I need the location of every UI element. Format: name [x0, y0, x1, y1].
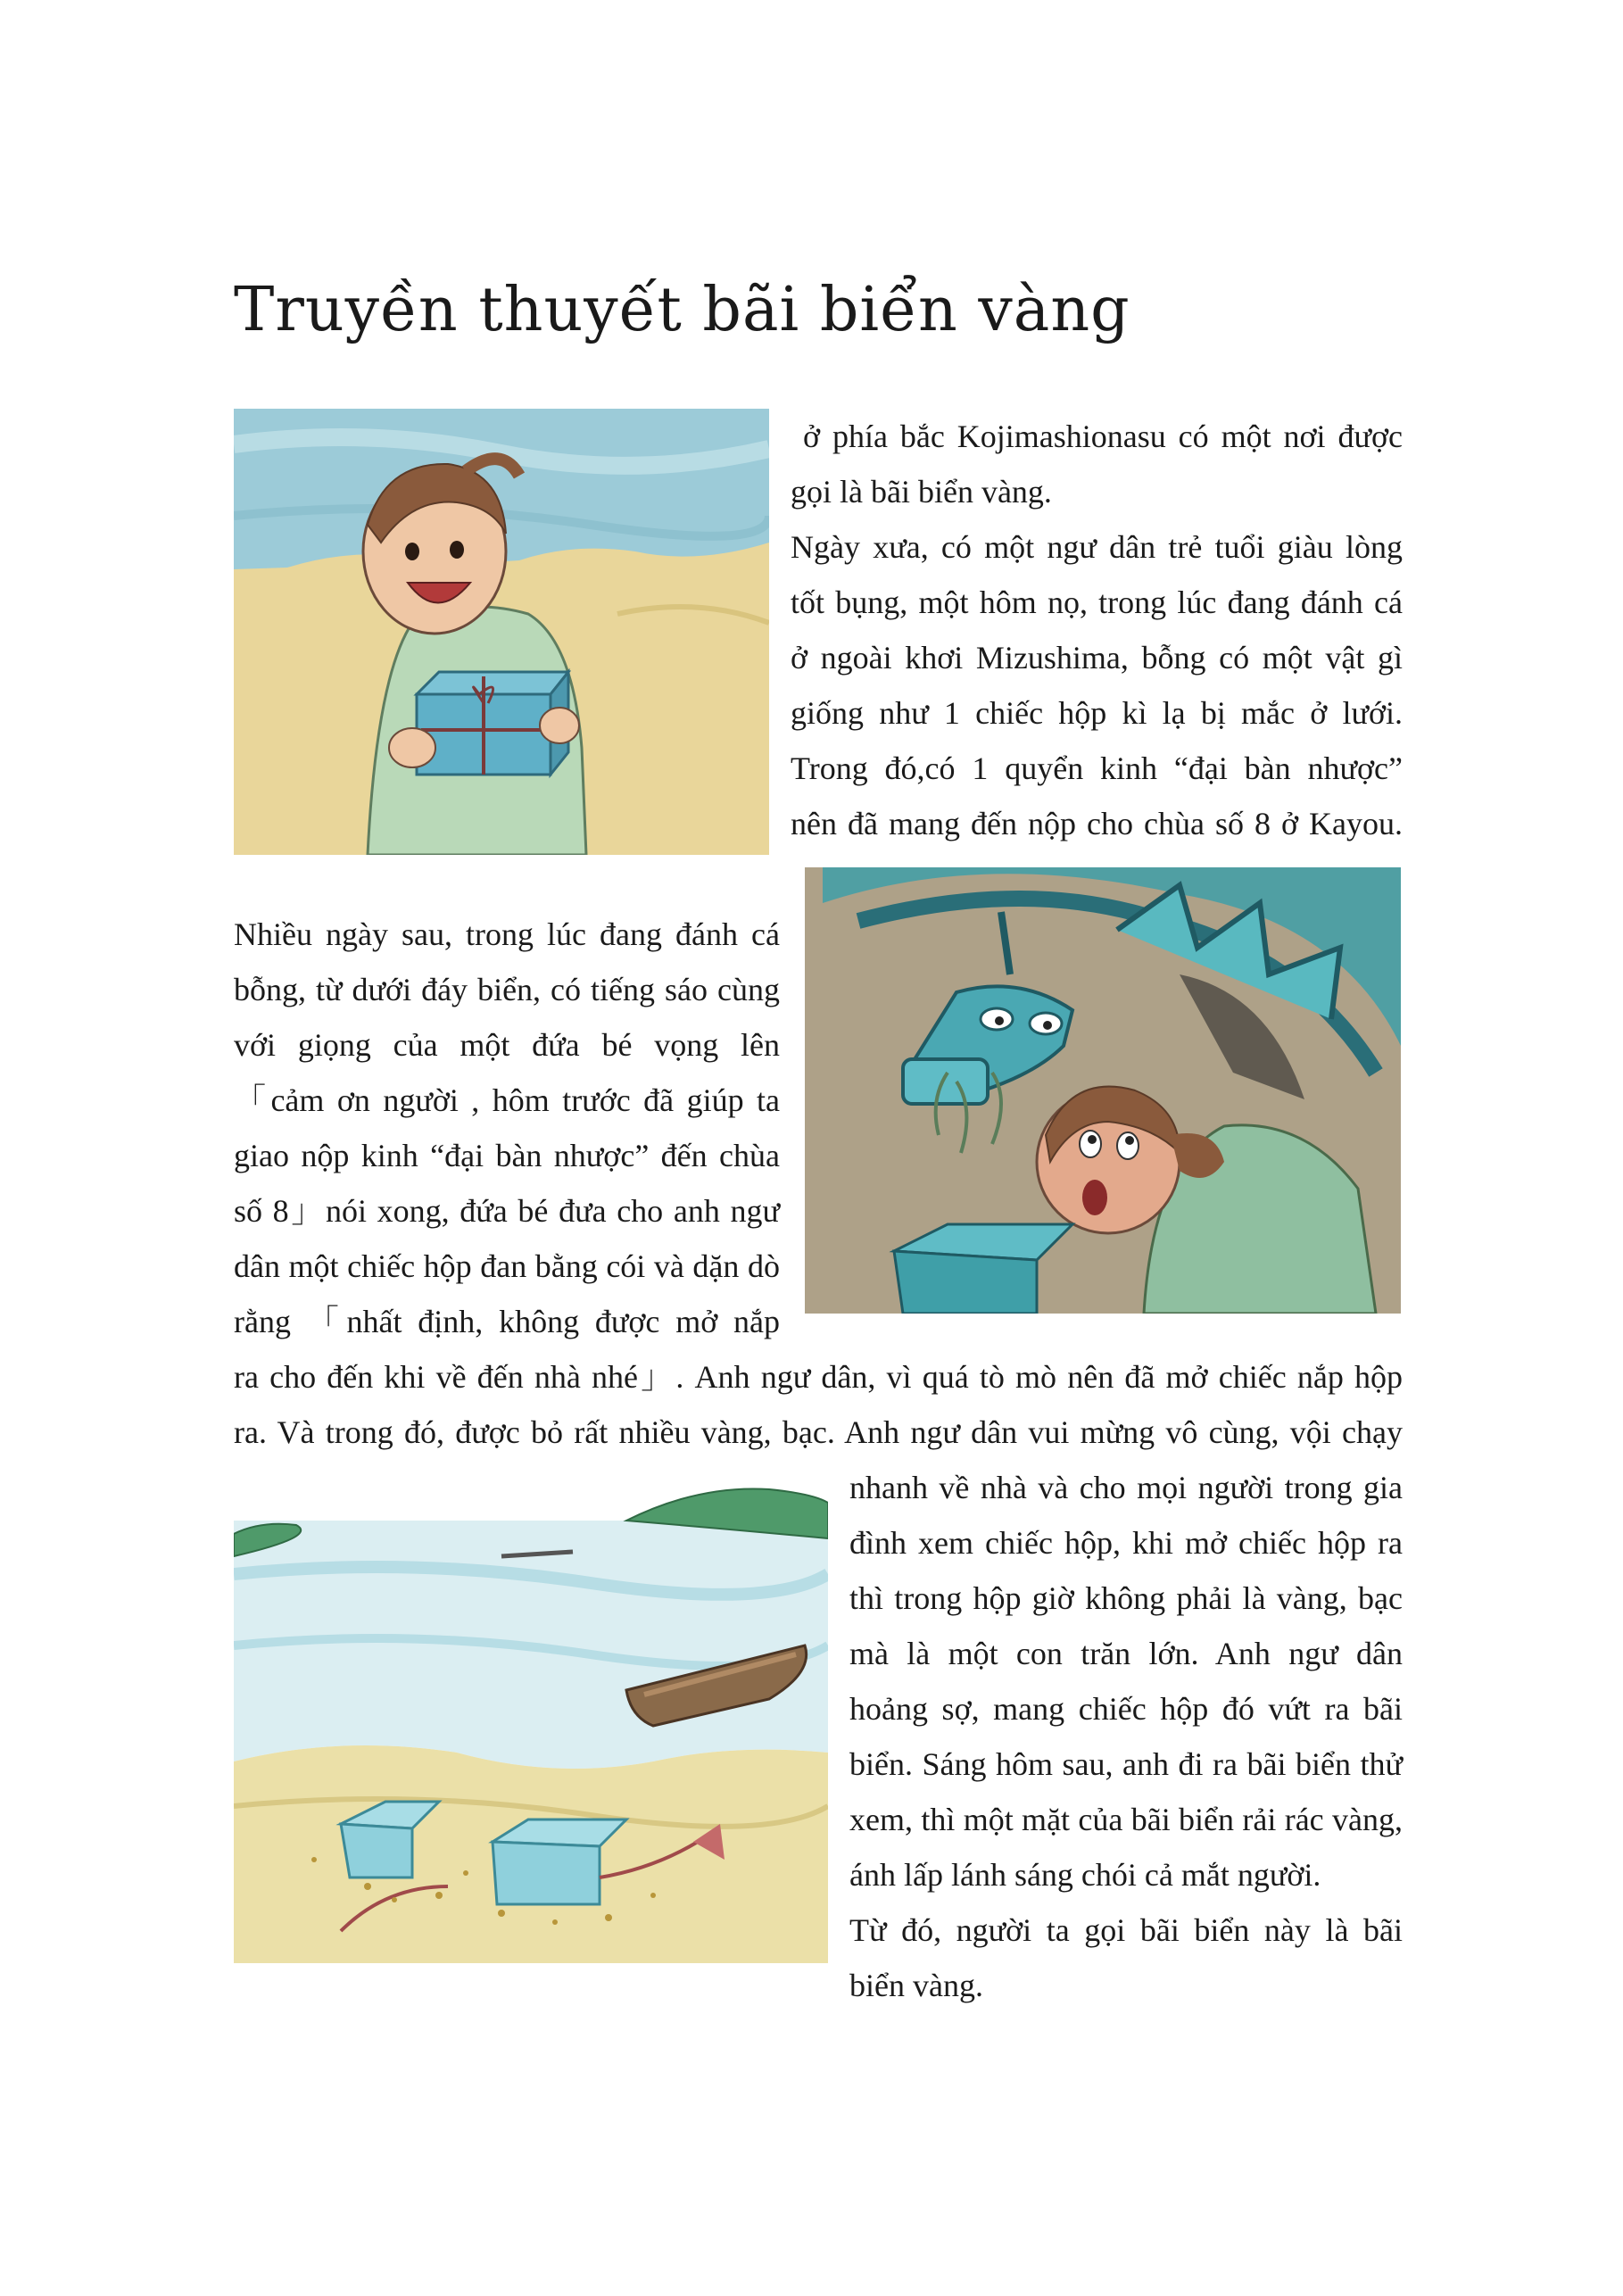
text-line: biển. Sáng hôm sau, anh đi ra bãi biển thử — [849, 1746, 1403, 1782]
text-line: ra. Và trong đó, được bỏ rất nhiều vàng, bạc. Anh ngư dân vui mừng vô cùng, vội chạy — [234, 1414, 1403, 1450]
story-paragraph-2 — [234, 907, 780, 1349]
text-line: mà là một con trăn lớn. Anh ngư dân — [849, 1636, 1403, 1671]
text-line: bỗng, từ dưới đáy biển, có tiếng sáo cùng — [234, 972, 780, 1007]
text-line: Trong đó,có 1 quyển kinh “đại bàn nhược” — [791, 750, 1403, 786]
text-line: số 8」nói xong, đứa bé đưa cho anh ngư — [234, 1193, 780, 1229]
text-line: dân một chiếc hộp đan bằng cói và dặn dò — [234, 1248, 780, 1284]
beach-with-boat-and-boxes-illustration — [234, 1467, 828, 1963]
text-line: giao nộp kinh “đại bàn nhược” đến chùa — [234, 1138, 780, 1173]
text-line: với giọng của một đứa bé vọng lên — [234, 1027, 780, 1063]
text-line: 「cảm ơn người , hôm trước đã giúp ta — [234, 1082, 780, 1118]
text-line: xem, thì một mặt của bãi biển rải rác vàng, — [849, 1802, 1403, 1837]
page-title: Truyền thuyết bãi biển vàng — [234, 275, 1130, 345]
text-line: biển vàng. — [849, 1968, 983, 2003]
fisherman-holding-box-illustration — [234, 409, 769, 855]
text-line: thì trong hộp giờ không phải là vàng, bạc — [849, 1580, 1403, 1616]
text-line: hoảng sợ, mang chiếc hộp đó vứt ra bãi — [849, 1691, 1403, 1727]
text-line: giống như 1 chiếc hộp kì lạ bị mắc ở lưới. — [791, 695, 1403, 731]
text-line: nên đã mang đến nộp cho chùa số 8 ở Kayou. — [791, 806, 1403, 841]
text-line: Nhiều ngày sau, trong lúc đang đánh cá — [234, 916, 780, 952]
text-line: rằng 「nhất định, không được mở nắp — [234, 1304, 780, 1339]
text-line: đình xem chiếc hộp, khi mở chiếc hộp ra — [849, 1525, 1403, 1561]
text-line: ánh lấp lánh sáng chói cả mắt người. — [849, 1857, 1321, 1893]
text-line: ra cho đến khi về đến nhà nhé」. Anh ngư dân, vì quá tò mò nên đã mở chiếc nắp hộp — [234, 1359, 1403, 1395]
text-line: tốt bụng, một hôm nọ, trong lúc đang đánh cá — [791, 584, 1403, 620]
dragon-and-boy-illustration — [805, 867, 1401, 1314]
text-line: ở phía bắc Kojimashionasu có một nơi được — [803, 419, 1403, 454]
story-paragraph-1 — [791, 409, 1403, 851]
text-line: nhanh về nhà và cho mọi người trong gia — [849, 1470, 1403, 1505]
text-line: Từ đó, người ta gọi bãi biển này là bãi — [849, 1912, 1403, 1948]
text-line: ở ngoài khơi Mizushima, bỗng có một vật gì — [791, 640, 1403, 676]
text-line: Ngày xưa, có một ngư dân trẻ tuổi giàu lòng — [791, 529, 1403, 565]
story-paragraph-4 — [849, 1460, 1403, 2013]
story-paragraph-3 — [234, 1349, 1403, 1460]
text-line: gọi là bãi biển vàng. — [791, 474, 1052, 510]
